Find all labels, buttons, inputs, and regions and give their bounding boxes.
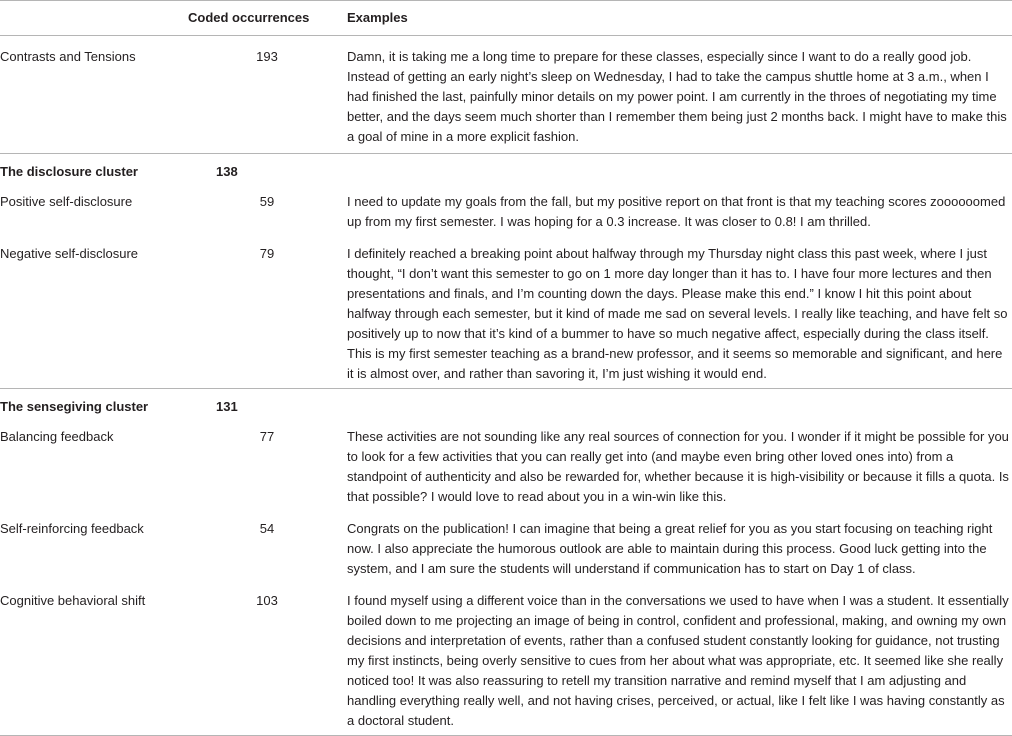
cluster-row xyxy=(0,154,1012,185)
count-cell: 193 xyxy=(256,49,278,64)
example-cell: Congrats on the publication! I can imagine that being a great relief for you as you start focusing on teaching right now. I also appreciate the humorous outlook are able to maintain during this process. Good luck getting into the system, and I am sure the students will understand if communication has to start on Day 1 of class. xyxy=(347,521,993,576)
table-row xyxy=(0,511,1012,583)
example-cell: These activities are not sounding like any real sources of connection for you. I wonder if it might be possible for you to look for a few activities that you can really get into (and maybe even bring other loved ones into) from a standpoint of authenticity and also be rewarded for, whether because it is high-visibility or because it fills a quota. Is that possible? I would love to read about you in a win-win like this. xyxy=(347,429,1009,504)
table-row xyxy=(0,184,1012,236)
cluster-title: The sensegiving cluster xyxy=(0,389,188,420)
count-header: Coded occurrences xyxy=(188,1,346,36)
example-cell: Damn, it is taking me a long time to prepare for these classes, especially since I want to do a really good job. Instead of getting an early night’s sleep on Wednesday, I had to take the campus shuttle home at 3 a.m., when I had finished the last, painfully minor details on my power point. I am currently in the throes of negotiating my time better, and the days seem much shorter than I remember them being just 2 months back. I might have to make this a goal of mine in a more explicit fashion. xyxy=(347,49,1007,144)
cluster-title: The disclosure cluster xyxy=(0,154,188,185)
category-cell: Positive self-disclosure xyxy=(0,194,133,209)
table-row xyxy=(0,419,1012,511)
category-cell: Balancing feedback xyxy=(0,429,114,444)
category-cell: Cognitive behavioral shift xyxy=(0,583,188,736)
example-cell: I need to update my goals from the fall, but my positive report on that front is that my teaching scores zoooooomed up from my first semester. I was hoping for a 0.3 increase. It was closer to 0.8! I am thrilled. xyxy=(347,194,1006,229)
count-cell: 79 xyxy=(259,246,275,261)
examples-header: Examples xyxy=(346,1,1012,36)
count-cell: 77 xyxy=(259,429,275,444)
category-header xyxy=(0,1,188,36)
example-cell: I definitely reached a breaking point about halfway through my Thursday night class this past week, where I just thought, “I don’t want this semester to go on 1 more day longer than it has to. I have four more lectures and then presentations and finals, and I’m counting down the days. Please make this end.” I know I hit this point about halfway through each semester, but it kind of made me sad on several levels. I really like teaching, and have felt so positively up to now that it’s kind of a bummer to have so much negative affect, especially during the class itself. This is my first semester teaching as a brand-new professor, and it seems so memorable and significant, and here it is almost over, and rather than savoring it, I’m just wishing it would end. xyxy=(347,246,1008,381)
count-cell: 59 xyxy=(259,194,275,209)
cluster-count: 138 xyxy=(188,154,346,185)
table-row xyxy=(0,36,1012,154)
count-cell: 54 xyxy=(259,521,275,536)
count-cell: 103 xyxy=(188,583,346,736)
table-row xyxy=(0,236,1012,389)
header-row xyxy=(0,1,1012,36)
cluster-row xyxy=(0,389,1012,420)
category-cell: Negative self-disclosure xyxy=(0,246,139,261)
category-cell: Self-reinforcing feedback xyxy=(0,521,144,536)
cluster-count: 131 xyxy=(188,389,346,420)
category-cell: Contrasts and Tensions xyxy=(0,49,136,64)
example-cell: I found myself using a different voice than in the conversations we used to have when I was a student. It essentially boiled down to me projecting an image of being in control, confident and professional, making, and owning my own decisions and interpretation of events, rather than a confused student constantly looking for guidance, not trusting my first instincts, being overly sensitive to cues from her about what was appropriate, etc. It seemed like she really noticed too! It was also reassuring to retell my transition narrative and remind myself that I am adjusting and handling everything really well, and not having crises, perceived, or actual, like I felt like I was having constantly as a doctoral student. xyxy=(346,583,1012,736)
table-row xyxy=(0,583,1012,736)
